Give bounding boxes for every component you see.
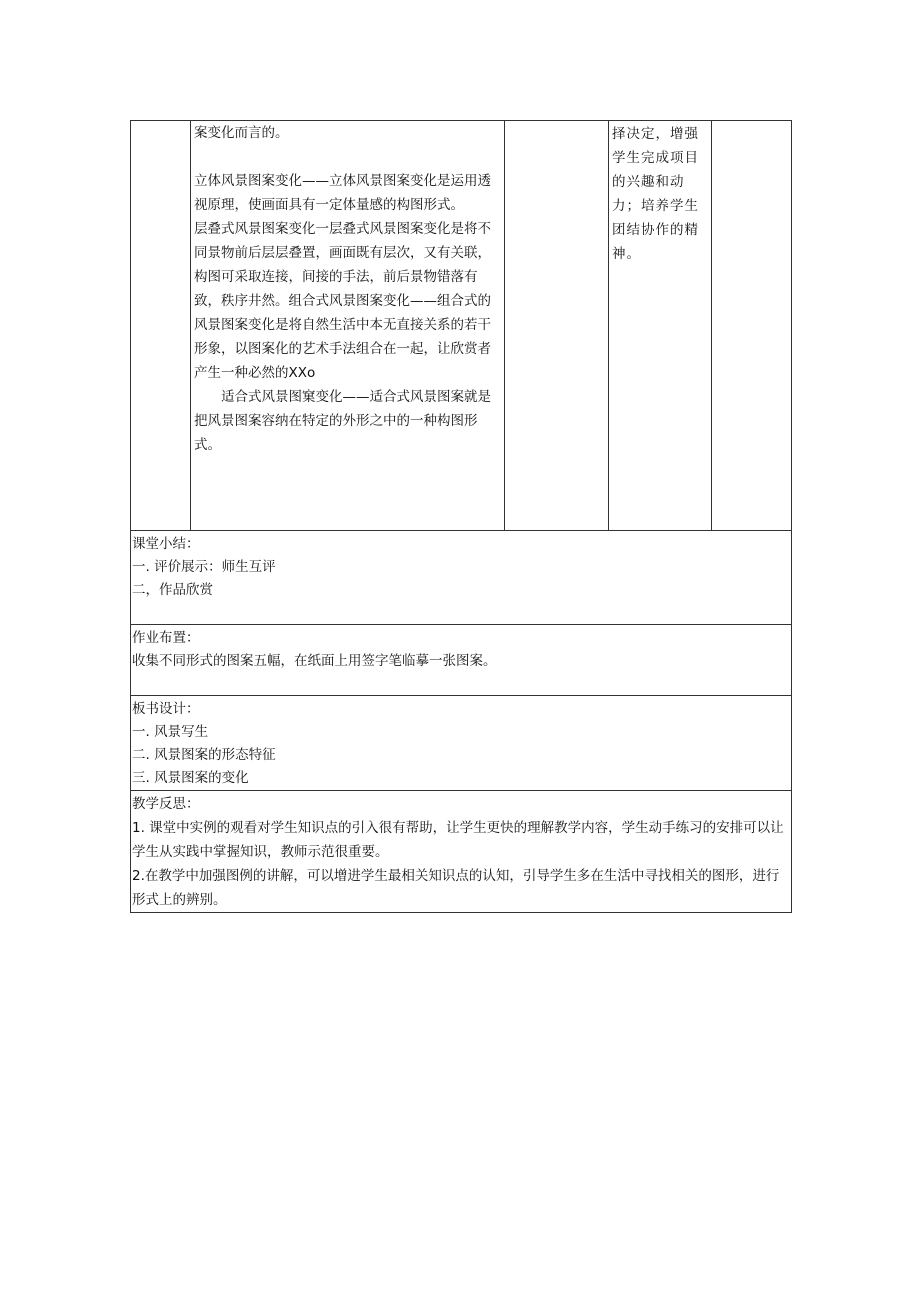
design-intent-cell: [609, 121, 712, 531]
reflection-row: [131, 791, 792, 913]
board-item: 一. 风景写生: [132, 724, 209, 740]
board-item: 三. 风景图案的变化: [132, 770, 249, 786]
content-line-1: 案变化而言的。: [194, 125, 289, 141]
homework-title: 作业布置：: [132, 630, 200, 646]
reflection-title: 教学反思：: [132, 796, 200, 812]
summary-row: [131, 531, 792, 625]
summary-title: 课堂小结：: [132, 536, 200, 552]
design-intent-text: 择决定，增强学生完成项目的兴趣和动力；培养学生团结协作的精神。: [612, 126, 699, 262]
reflection-cell: [131, 791, 792, 913]
activity-row: [131, 121, 792, 531]
teaching-content-cell: [191, 121, 505, 531]
reflection-item: 2.在教学中加强图例的讲解，可以增进学生最相关知识点的认知，引导学生多在生活中寻找相关的图形，进行形式上的辨别。: [132, 868, 780, 908]
board-cell: [131, 696, 792, 791]
homework-row: [131, 625, 792, 696]
content-3d-variation: 立体风景图案变化——立体风景图案变化是运用透视原理，使画面具有一定体量感的构图形式。: [194, 173, 491, 213]
summary-item: 二，作品欣赏: [132, 582, 213, 598]
lesson-plan-table: [130, 120, 792, 913]
homework-text: 收集不同形式的图案五幅，在纸面上用签字笔临摹一张图案。: [132, 653, 497, 669]
content-fitted-variation: 适合式风景图窠变化——适合式风景图案就是把风景图案容纳在特定的外形之中的一种构图形式。: [194, 389, 491, 453]
summary-cell: [131, 531, 792, 625]
lesson-plan-page: [130, 120, 791, 913]
summary-item: 一. 评价展示：师生互评: [132, 559, 276, 575]
homework-cell: [131, 625, 792, 696]
student-activity-cell: [505, 121, 609, 531]
board-row: [131, 696, 792, 791]
board-item: 二. 风景图案的形态特征: [132, 747, 276, 763]
notes-cell: [712, 121, 792, 531]
board-title: 板书设计：: [132, 701, 200, 717]
step-cell: [131, 121, 191, 531]
content-layered-combined-variation: 层叠式风景图案变化一层叠式风景图案变化是将不同景物前后层层叠置，画面既有层次，又有关联，构图可采取连接，间接的手法，前后景物错落有致，秩序井然。组合式风景图案变化——组合式的风景图案变化是将自然生活中本无直接关系的若干形象，以图案化的艺术手法组合在一起，让欣赏者产生一种必然的XXo: [194, 221, 491, 381]
reflection-item: 1. 课堂中实例的观看对学生知识点的引入很有帮助，让学生更快的理解教学内容，学生动手练习的安排可以让学生从实践中掌握知识，教师示范很重要。: [132, 820, 784, 860]
